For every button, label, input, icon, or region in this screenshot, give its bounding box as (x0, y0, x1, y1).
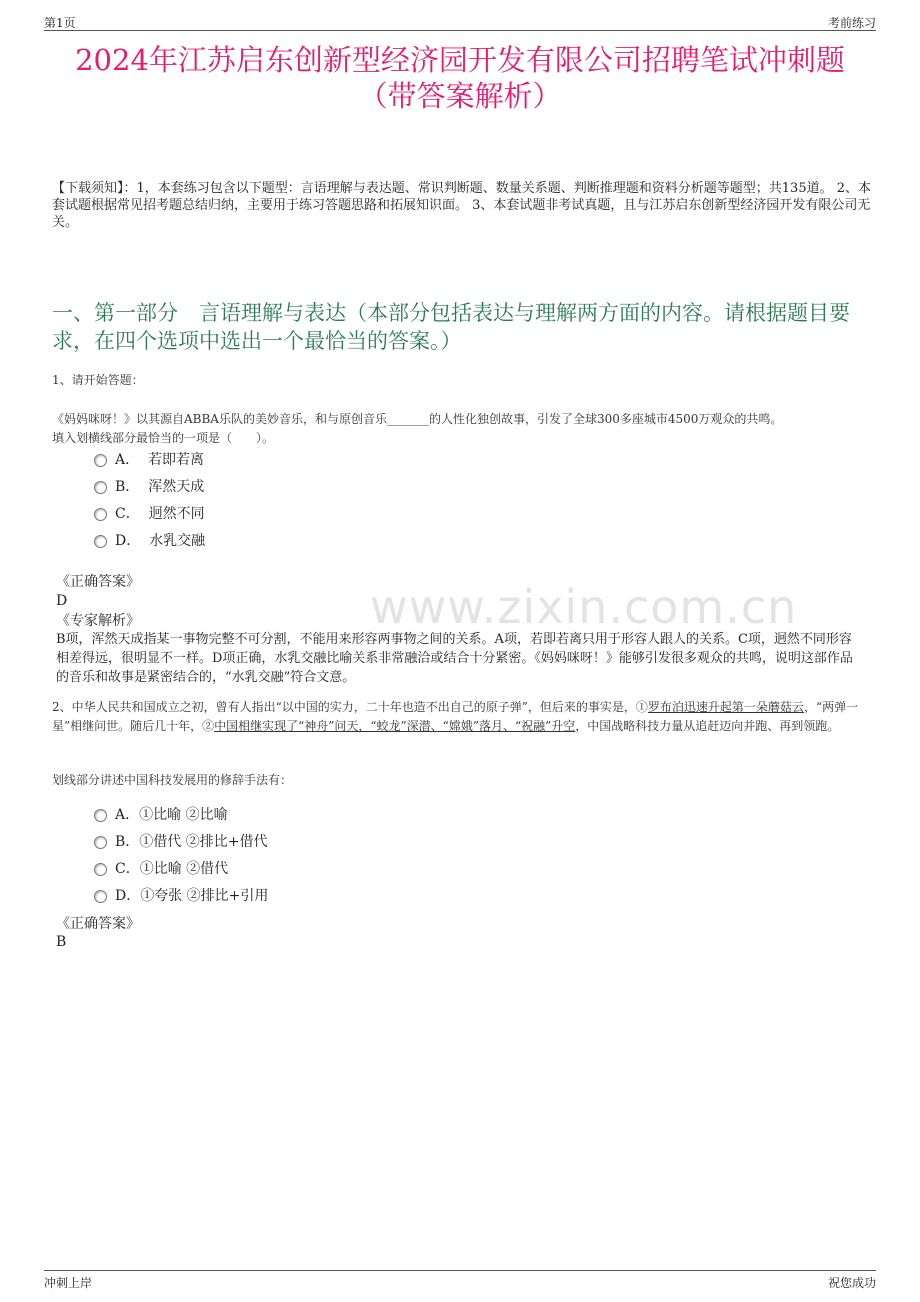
q2-stem-c: ，中国战略科技力量从追赶迈向并跑、再到领跑。 (575, 719, 840, 733)
q1-option-a[interactable] (94, 451, 204, 469)
q1-analysis: B项，浑然天成指某一事物完整不可分割，不能用来形容两事物之间的关系。A项，若即若离只用于形容人跟人的关系。C项，迥然不同形容相差得远，很明显不一样。D项正确，水乳交融比喻关系非常融洽或结合十分紧密。《妈妈咪呀！》能够引发很多观众的共鸣，说明这部作品的音乐和故事是紧密结合的，“水乳交融”符合文意。 (56, 632, 853, 685)
q2-answer: B (56, 934, 67, 950)
q1-stem-part2: 的人性化独创故事，引发了全球300多座城市4500万观众的共鸣。 (428, 412, 783, 426)
watermark: www.zixin.com.cn (370, 580, 798, 634)
q1-stem-line2: 填入划横线部分最恰当的一项是（ ）。 (52, 431, 275, 445)
option-letter: C． (115, 506, 140, 522)
footer-left: 冲刺上岸 (44, 1276, 93, 1290)
radio-icon[interactable] (94, 890, 107, 903)
q2-option-d[interactable] (94, 887, 268, 905)
q2-option-a[interactable] (94, 806, 228, 824)
title-line-1: 2024年江苏启东创新型经济园开发有限公司招聘笔试冲刺题 (75, 43, 845, 77)
radio-icon[interactable] (94, 809, 107, 822)
option-letter: D． (115, 533, 141, 549)
download-notice: 【下载须知】：1，本套练习包含以下题型：言语理解与表达题、常识判断题、数量关系题、判断推理题和资料分析题等题型；共135道。 2、本套试题根据常见招考题总结归纳，主要用于练习答题思路和拓展知识面。 3、本套试题非考试真题，且与江苏启东创新型经济园开发有限公司无关。 (52, 181, 871, 230)
q1-stem-part1: 《妈妈咪呀！》以其源自ABBA乐队的美妙音乐，和与原创音乐 (52, 412, 387, 426)
option-letter: B． (115, 479, 140, 495)
q1-option-b[interactable] (94, 478, 204, 496)
document-title (40, 42, 880, 114)
q2-underline-1: 罗布泊迅速升起第一朵蘑菇云 (647, 700, 804, 714)
page-header (44, 12, 876, 31)
radio-icon[interactable] (94, 508, 107, 521)
option-text: 浑然天成 (148, 479, 205, 495)
option-text: 迥然不同 (148, 506, 205, 522)
option-text: ①夸张 ②排比+引用 (140, 888, 269, 904)
q2-option-c[interactable] (94, 860, 228, 878)
section-heading: 一、第一部分 言语理解与表达（本部分包括表达与理解两方面的内容。请根据题目要求，在四个选项中选出一个最恰当的答案。） (52, 301, 850, 353)
q1-answer-label: 《正确答案》 (56, 574, 140, 590)
q2-answer-label: 《正确答案》 (56, 916, 140, 932)
option-text: 水乳交融 (149, 533, 206, 549)
q2-stem (52, 698, 872, 736)
option-text: ①借代 ②排比+借代 (139, 834, 268, 850)
q2-stem-b: ，“两弹一星”相继问世。随后几十年，② (52, 700, 859, 733)
q1-option-d[interactable] (94, 532, 205, 550)
q2-stem-a: 2、中华人民共和国成立之初，曾有人指出“以中国的实力，二十年也造不出自己的原子弹”，但后来的事实是，① (52, 700, 648, 714)
option-text: ①比喻 ②比喻 (139, 807, 228, 823)
footer-right: 祝您成功 (827, 1276, 876, 1290)
option-letter: C． (115, 861, 140, 877)
radio-icon[interactable] (94, 535, 107, 548)
option-letter: D． (115, 888, 141, 904)
option-letter: A． (115, 807, 140, 823)
q1-blank: _______ (386, 412, 429, 426)
option-letter: A． (115, 452, 140, 468)
q2-option-b[interactable] (94, 833, 267, 851)
q2-question: 划线部分讲述中国科技发展用的修辞手法有： (52, 773, 293, 787)
q1-option-c[interactable] (94, 505, 205, 523)
radio-icon[interactable] (94, 863, 107, 876)
radio-icon[interactable] (94, 481, 107, 494)
header-label: 考前练习 (827, 16, 876, 30)
option-letter: B． (115, 834, 140, 850)
q1-analysis-label: 《专家解析》 (56, 613, 140, 629)
radio-icon[interactable] (94, 454, 107, 467)
radio-icon[interactable] (94, 836, 107, 849)
q2-underline-2: 中国相继实现了“神舟”问天，“蛟龙”深潜、“嫦娥”落月、“祝融”升空 (214, 719, 576, 733)
title-line-2: （带答案解析） (358, 79, 562, 113)
q1-intro: 1、请开始答题： (52, 373, 144, 387)
page-number: 第1页 (44, 16, 76, 30)
option-text: 若即若离 (148, 452, 205, 468)
q1-answer: D (56, 593, 68, 609)
q1-stem (52, 409, 872, 429)
option-text: ①比喻 ②借代 (139, 861, 229, 877)
page-footer (44, 1270, 876, 1291)
